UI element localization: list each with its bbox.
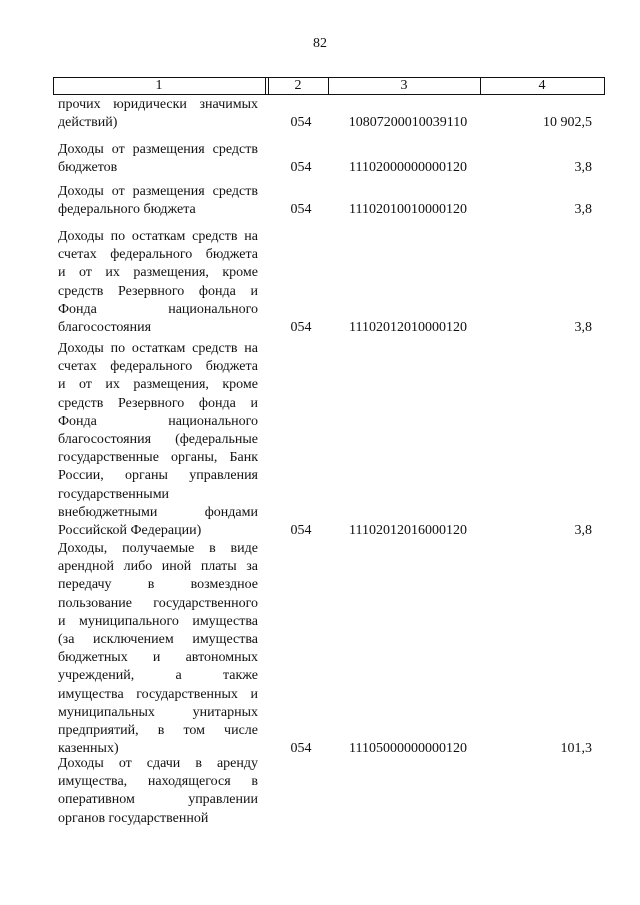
description-line: Российской Федерации) — [58, 523, 202, 539]
row-description — [58, 183, 258, 219]
description-line: и муниципального имущества — [58, 613, 258, 629]
admin-code: 054 — [290, 202, 312, 218]
description-line: счетах федерального бюджета — [58, 247, 258, 263]
description-line: благосостояния — [58, 320, 152, 336]
description-line: и от их размещения, кроме — [58, 377, 258, 393]
admin-code: 054 — [290, 160, 312, 176]
description-line: арендной либо иной платы за — [58, 559, 258, 575]
budget-classification-code: 11102012016000120 — [349, 523, 467, 538]
description-line: федерального бюджета — [58, 202, 196, 218]
amount: 3,8 — [574, 202, 592, 218]
description-line: Доходы по остаткам средств на — [58, 229, 258, 244]
description-line: счетах федерального бюджета — [58, 359, 258, 375]
header-col-4: 4 — [538, 78, 546, 93]
description-line: и от их размещения, кроме — [58, 265, 258, 281]
row-description — [58, 228, 258, 337]
amount: 3,8 — [574, 523, 592, 538]
description-line: прочих юридически значимых — [58, 97, 258, 112]
description-line: оперативном управлении — [58, 792, 258, 808]
description-line: (за исключением имущества — [58, 632, 258, 648]
amount: 10 902,5 — [543, 115, 592, 131]
description-line: бюджетов — [58, 160, 118, 176]
page-number: 82 — [313, 36, 327, 51]
description-line: передачу в возмездное — [58, 577, 258, 593]
description-line: государственными — [58, 486, 170, 502]
row-description — [58, 141, 258, 177]
row-description — [58, 340, 258, 540]
row-description — [58, 755, 258, 828]
column-divider — [604, 77, 605, 95]
column-divider — [265, 77, 266, 95]
description-line: Доходы, получаемые в виде — [58, 541, 258, 556]
admin-code: 054 — [290, 115, 312, 131]
description-line: внебюджетными фондами — [58, 504, 258, 520]
description-line: Доходы от размещения средств — [58, 142, 258, 157]
description-line: бюджетных и автономных — [58, 650, 258, 666]
amount: 3,8 — [574, 320, 592, 335]
header-col-1: 1 — [155, 78, 163, 93]
budget-classification-code: 11102010010000120 — [349, 202, 467, 218]
description-line: Фонда национального — [58, 301, 258, 317]
description-line: предприятий, в том числе — [58, 723, 258, 739]
header-col-3: 3 — [400, 78, 408, 93]
budget-classification-code: 11102000000000120 — [349, 160, 467, 176]
description-line: России, органы управления — [58, 468, 258, 484]
admin-code: 054 — [290, 523, 312, 538]
description-line: имущества, находящегося в — [58, 774, 258, 790]
description-line: пользование государственного — [58, 595, 258, 611]
description-line: Доходы по остаткам средств на — [58, 341, 258, 356]
description-line: органов государственной — [58, 810, 209, 826]
budget-classification-code: 11102012010000120 — [349, 320, 467, 335]
amount: 3,8 — [574, 160, 592, 176]
description-line: государственные органы, Банк — [58, 450, 258, 466]
description-line: имущества государственных и — [58, 686, 258, 702]
admin-code: 054 — [290, 320, 312, 335]
row-description — [58, 540, 258, 758]
table-header — [53, 77, 604, 95]
description-line: благосостояния (федеральные — [58, 432, 258, 448]
admin-code: 054 — [290, 741, 312, 757]
description-line: средств Резервного фонда и — [58, 283, 258, 299]
description-line: действий) — [58, 115, 118, 131]
description-line: казенных) — [58, 741, 119, 757]
description-line: Доходы от сдачи в аренду — [58, 756, 258, 771]
description-line: Доходы от размещения средств — [58, 184, 258, 199]
amount: 101,3 — [560, 741, 592, 757]
description-line: Фонда национального — [58, 413, 258, 429]
header-col-2: 2 — [294, 78, 302, 93]
description-line: средств Резервного фонда и — [58, 395, 258, 411]
budget-classification-code: 10807200010039110 — [348, 115, 468, 131]
row-description — [58, 96, 258, 132]
budget-classification-code: 11105000000000120 — [349, 741, 467, 757]
description-line: муниципальных унитарных — [58, 704, 258, 720]
description-line: учреждений, а также — [58, 668, 258, 684]
